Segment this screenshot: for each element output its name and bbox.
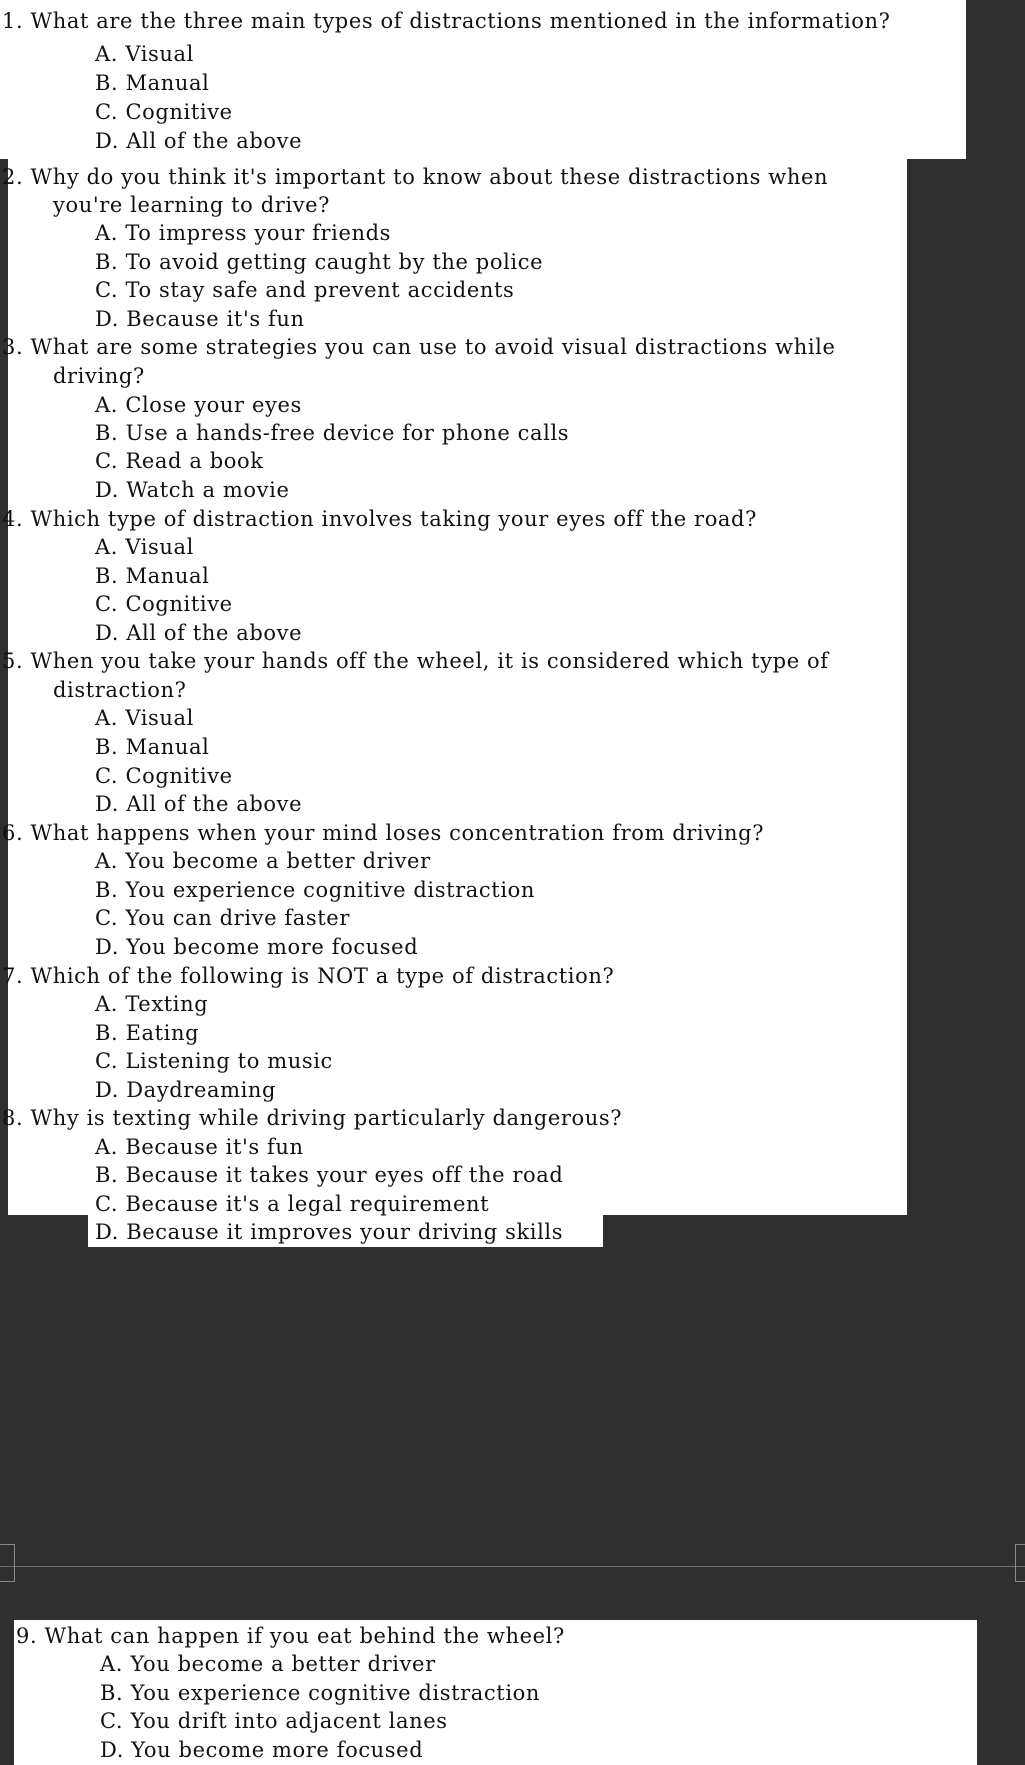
page-separator-line bbox=[0, 1566, 1025, 1567]
question-2-option-d: D. Because it's fun bbox=[95, 307, 305, 331]
question-1-option-b: B. Manual bbox=[95, 71, 210, 95]
page-corner-marker-right bbox=[1015, 1544, 1025, 1582]
question-6-text: 6. What happens when your mind loses concentration from driving? bbox=[2, 821, 765, 845]
question-7-text: 7. Which of the following is NOT a type of distraction? bbox=[2, 964, 615, 988]
question-3-text: 3. What are some strategies you can use to avoid visual distractions while bbox=[2, 335, 836, 359]
question-1-option-a: A. Visual bbox=[95, 42, 194, 66]
question-6-option-b: B. You experience cognitive distraction bbox=[95, 878, 536, 902]
question-9-option-d: D. You become more focused bbox=[100, 1738, 424, 1762]
question-4-text: 4. Which type of distraction involves taking your eyes off the road? bbox=[2, 507, 757, 531]
question-7-option-b: B. Eating bbox=[95, 1021, 200, 1045]
question-1-text: 1. What are the three main types of distractions mentioned in the information? bbox=[2, 9, 891, 33]
question-9-option-a: A. You become a better driver bbox=[100, 1652, 436, 1676]
question-number: 4. bbox=[2, 507, 24, 531]
question-4-option-d: D. All of the above bbox=[95, 621, 303, 645]
question-9-text: 9. What can happen if you eat behind the wheel? bbox=[16, 1624, 565, 1648]
question-6-option-d: D. You become more focused bbox=[95, 935, 419, 959]
question-9-option-b: B. You experience cognitive distraction bbox=[100, 1681, 541, 1705]
question-6-option-a: A. You become a better driver bbox=[95, 849, 431, 873]
question-7-option-a: A. Texting bbox=[95, 992, 209, 1016]
question-5-option-a: A. Visual bbox=[95, 706, 194, 730]
question-8-option-a: A. Because it's fun bbox=[95, 1135, 304, 1159]
question-number: 6. bbox=[2, 821, 24, 845]
question-9-option-c: C. You drift into adjacent lanes bbox=[100, 1709, 448, 1733]
question-5-text-continued: distraction? bbox=[53, 678, 187, 702]
question-2-option-c: C. To stay safe and prevent accidents bbox=[95, 278, 515, 302]
question-1-option-d: D. All of the above bbox=[95, 129, 303, 153]
question-number: 8. bbox=[2, 1106, 24, 1130]
question-3-option-b: B. Use a hands-free device for phone calls bbox=[95, 421, 570, 445]
question-5-option-b: B. Manual bbox=[95, 735, 210, 759]
question-5-option-d: D. All of the above bbox=[95, 792, 303, 816]
question-1-option-c: C. Cognitive bbox=[95, 100, 233, 124]
question-5-text: 5. When you take your hands off the wheel, it is considered which type of bbox=[2, 649, 829, 673]
question-8-option-c: C. Because it's a legal requirement bbox=[95, 1192, 490, 1216]
question-3-option-d: D. Watch a movie bbox=[95, 478, 290, 502]
question-8-option-d: D. Because it improves your driving skills bbox=[95, 1220, 564, 1244]
question-number: 3. bbox=[2, 335, 24, 359]
question-4-option-c: C. Cognitive bbox=[95, 592, 233, 616]
question-8-text: 8. Why is texting while driving particularly dangerous? bbox=[2, 1106, 623, 1130]
question-6-option-c: C. You can drive faster bbox=[95, 906, 350, 930]
question-7-option-d: D. Daydreaming bbox=[95, 1078, 277, 1102]
question-2-option-b: B. To avoid getting caught by the police bbox=[95, 250, 544, 274]
question-4-option-b: B. Manual bbox=[95, 564, 210, 588]
question-3-option-c: C. Read a book bbox=[95, 449, 264, 473]
question-2-option-a: A. To impress your friends bbox=[95, 221, 392, 245]
question-3-text-continued: driving? bbox=[53, 364, 145, 388]
question-number: 7. bbox=[2, 964, 24, 988]
question-number: 5. bbox=[2, 649, 24, 673]
question-7-option-c: C. Listening to music bbox=[95, 1049, 333, 1073]
question-5-option-c: C. Cognitive bbox=[95, 764, 233, 788]
question-8-option-b: B. Because it takes your eyes off the road bbox=[95, 1163, 564, 1187]
question-2-text: 2. Why do you think it's important to know about these distractions when bbox=[2, 165, 829, 189]
question-2-text-continued: you're learning to drive? bbox=[53, 193, 331, 217]
question-number: 2. bbox=[2, 165, 24, 189]
question-3-option-a: A. Close your eyes bbox=[95, 393, 302, 417]
page-corner-marker-left bbox=[0, 1544, 15, 1582]
question-4-option-a: A. Visual bbox=[95, 535, 194, 559]
question-number: 9. bbox=[16, 1624, 38, 1648]
question-number: 1. bbox=[2, 9, 24, 33]
